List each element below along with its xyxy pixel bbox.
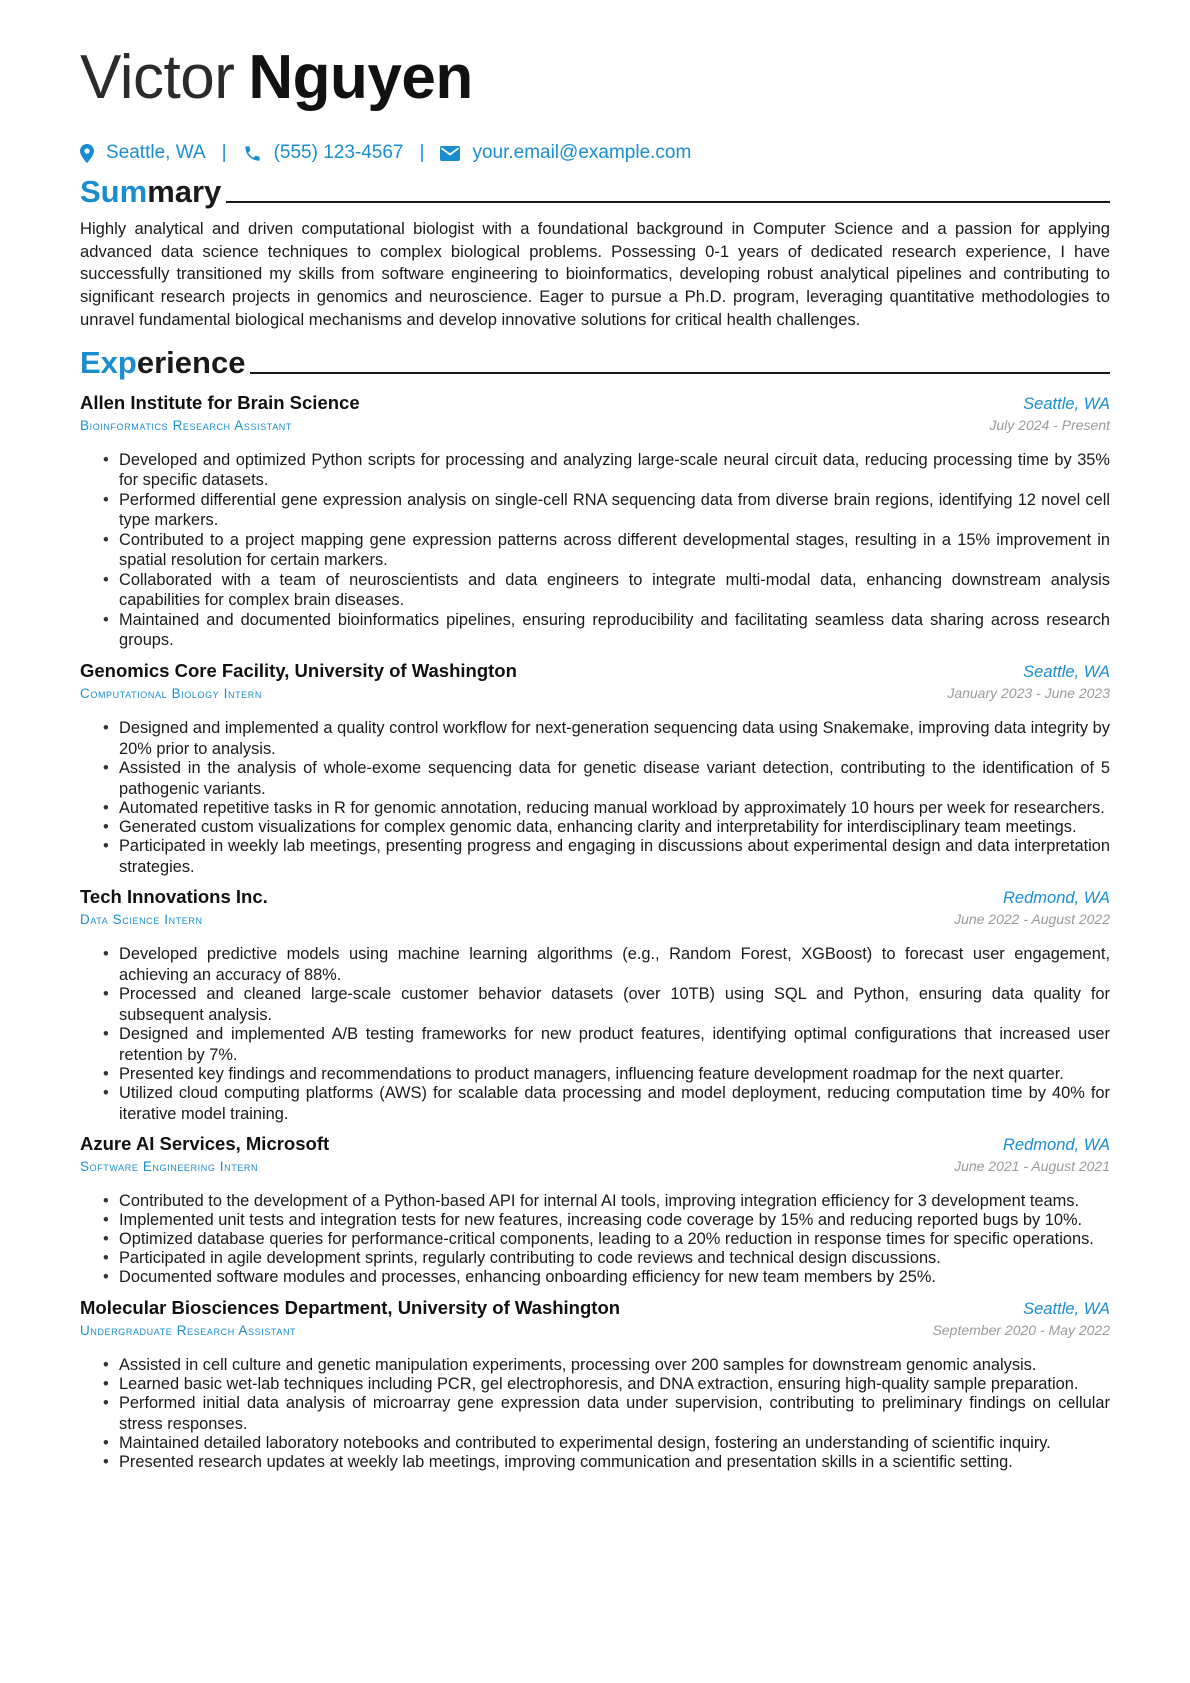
job-header <box>80 660 1110 684</box>
job-header <box>80 1133 1110 1157</box>
job-dates: June 2021 - August 2021 <box>954 1158 1110 1175</box>
job-subheader <box>80 1322 1110 1342</box>
phone-text: (555) 123-4567 <box>273 142 404 163</box>
last-name: Nguyen <box>248 43 473 112</box>
job-entry <box>80 1133 1110 1288</box>
bullet-item: • Presented key findings and recommendations to product managers, influencing feature development roadmap for the next quarter. <box>103 1064 1110 1085</box>
bullet-item: • Learned basic wet-lab techniques including PCR, gel electrophoresis, and DNA extraction, ensuring high-quality sample preparation. <box>103 1374 1110 1395</box>
experience-list <box>80 392 1110 1473</box>
job-location: Redmond, WA <box>1003 1136 1110 1155</box>
bullet-item: • Optimized database queries for performance-critical components, leading to a 20% reduction in response times for specific operations. <box>103 1229 1110 1250</box>
bullet-item: • Automated repetitive tasks in R for genomic annotation, reducing manual workload by approximately 10 hours per week for researchers. <box>103 798 1110 819</box>
job-header <box>80 1297 1110 1321</box>
bullet-item: • Participated in agile development sprints, regularly contributing to code reviews and technical design discussions. <box>103 1248 1110 1269</box>
bullet-item: • Collaborated with a team of neuroscientists and data engineers to integrate multi-modal data, enhancing downstream analysis capabilities for complex brain diseases. <box>103 570 1110 612</box>
bullet-item: • Documented software modules and processes, enhancing onboarding efficiency for new team members by 25%. <box>103 1267 1110 1288</box>
contact-phone[interactable] <box>243 142 404 164</box>
job-bullets <box>80 450 1110 652</box>
bullet-item: • Developed predictive models using machine learning algorithms (e.g., Random Forest, XGBoost) to forecast user engagement, achieving an accuracy of 88%. <box>103 944 1110 986</box>
experience-title <box>80 345 245 381</box>
experience-title-rest: erience <box>136 344 246 380</box>
phone-icon <box>243 144 262 163</box>
job-entry <box>80 1297 1110 1473</box>
job-subheader <box>80 911 1110 931</box>
bullet-item: • Developed and optimized Python scripts for processing and analyzing large-scale neural circuit data, reducing processing time by 35% for specific datasets. <box>103 450 1110 492</box>
bullet-item: • Maintained detailed laboratory notebooks and contributed to experimental design, fostering an understanding of scientific inquiry. <box>103 1433 1110 1454</box>
experience-title-accent: Exp <box>80 344 137 380</box>
contact-bar <box>80 138 1110 168</box>
bullet-item: • Presented research updates at weekly lab meetings, improving communication and presentation skills in a scientific setting. <box>103 1452 1110 1473</box>
job-header <box>80 392 1110 416</box>
job-dates: June 2022 - August 2022 <box>954 910 1110 927</box>
summary-title-accent: Sum <box>80 174 148 209</box>
job-entry <box>80 660 1110 878</box>
email-link: your.email@example.com <box>472 142 692 163</box>
bullet-item: • Processed and cleaned large-scale customer behavior datasets (over 10TB) using SQL and Python, ensuring data quality for subsequent analysis. <box>103 984 1110 1026</box>
bullet-item: • Utilized cloud computing platforms (AWS) for scalable data processing and model deployment, reducing computation time by 40% for iterative model training. <box>103 1083 1110 1125</box>
job-header <box>80 886 1110 910</box>
job-location: Seattle, WA <box>1023 1299 1110 1318</box>
bullet-item: • Generated custom visualizations for complex genomic data, enhancing clarity and interpretability for interdisciplinary team meetings. <box>103 817 1110 838</box>
summary-heading <box>80 174 1110 210</box>
location-text: Seattle, WA <box>106 142 206 163</box>
job-subheader <box>80 1158 1110 1178</box>
experience-heading <box>80 345 1110 381</box>
first-name: Victor <box>80 43 235 112</box>
job-role: Bioinformatics Research Assistant <box>80 417 292 433</box>
job-role: Undergraduate Research Assistant <box>80 1322 297 1338</box>
company-name: Azure AI Services, Microsoft <box>80 1133 330 1155</box>
bullet-item: • Implemented unit tests and integration tests for new features, increasing code coverage by 15% and reducing reported bugs by 10%. <box>103 1210 1110 1231</box>
job-bullets <box>80 1191 1110 1288</box>
job-subheader <box>80 417 1110 437</box>
bullet-item: • Performed differential gene expression analysis on single-cell RNA sequencing data from diverse brain regions, identifying 12 novel cell type markers. <box>103 490 1110 532</box>
bullet-item: • Contributed to the development of a Python-based API for internal AI tools, improving integration efficiency for 3 development teams. <box>103 1191 1110 1212</box>
section-divider <box>226 201 1110 203</box>
contact-separator: | <box>419 142 425 163</box>
job-location: Seattle, WA <box>1023 662 1110 681</box>
contact-separator: | <box>221 142 227 163</box>
bullet-item: • Designed and implemented A/B testing frameworks for new product features, identifying optimal configurations that increased user retention by 7%. <box>103 1024 1110 1066</box>
candidate-name <box>80 38 1110 118</box>
job-location: Seattle, WA <box>1023 394 1110 413</box>
job-role: Computational Biology Intern <box>80 685 262 701</box>
job-location: Redmond, WA <box>1003 888 1110 907</box>
map-pin-icon <box>80 144 94 163</box>
envelope-icon <box>440 146 460 161</box>
summary-title <box>80 174 221 210</box>
bullet-item: • Designed and implemented a quality control workflow for next-generation sequencing data using Snakemake, improving data integrity by 20% prior to analysis. <box>103 718 1110 760</box>
job-bullets <box>80 718 1110 878</box>
job-bullets <box>80 1355 1110 1473</box>
job-role: Data Science Intern <box>80 911 203 927</box>
contact-location <box>80 142 206 164</box>
section-divider <box>250 372 1110 374</box>
company-name: Genomics Core Facility, University of Washington <box>80 659 517 681</box>
job-dates: September 2020 - May 2022 <box>932 1321 1110 1338</box>
company-name: Molecular Biosciences Department, University of Washington <box>80 1296 621 1318</box>
bullet-item: • Maintained and documented bioinformatics pipelines, ensuring reproducibility and facilitating seamless data sharing across research groups. <box>103 610 1110 652</box>
bullet-item: • Assisted in cell culture and genetic manipulation experiments, processing over 200 samples for downstream genomic analysis. <box>103 1355 1110 1376</box>
company-name: Tech Innovations Inc. <box>80 885 268 907</box>
job-entry <box>80 886 1110 1125</box>
summary-paragraph: Highly analytical and driven computational biologist with a foundational background in Computer Science and a passion for applying advanced data science techniques to complex biological problems. Possessing 0-1 years of dedicated research experience, I have successfully transitioned my skills from software engineering to bioinformatics, developing robust analytical pipelines and contributing to significant research projects in genomics and neuroscience. Eager to pursue a Ph.D. program, leveraging quantitative methodologies to unravel fundamental biological mechanisms and develop innovative solutions for critical health challenges. <box>80 219 1110 329</box>
bullet-item: • Assisted in the analysis of whole-exome sequencing data for genetic disease variant detection, contributing to the identification of 5 pathogenic variants. <box>103 758 1110 800</box>
job-entry <box>80 392 1110 652</box>
job-role: Software Engineering Intern <box>80 1159 259 1175</box>
contact-email[interactable] <box>440 142 691 164</box>
bullet-item: • Participated in weekly lab meetings, presenting progress and engaging in discussions about experimental design and data interpretation strategies. <box>103 836 1110 878</box>
job-dates: January 2023 - June 2023 <box>947 684 1110 701</box>
job-bullets <box>80 944 1110 1125</box>
company-name: Allen Institute for Brain Science <box>80 391 360 413</box>
bullet-item: • Contributed to a project mapping gene expression patterns across different developmental stages, resulting in a 15% improvement in spatial resolution for certain markers. <box>103 530 1110 572</box>
job-dates: July 2024 - Present <box>989 416 1110 433</box>
summary-title-rest: mary <box>147 174 222 209</box>
job-subheader <box>80 685 1110 705</box>
bullet-item: • Performed initial data analysis of microarray gene expression data under supervision, contributing to preliminary findings on cellular stress responses. <box>103 1393 1110 1435</box>
